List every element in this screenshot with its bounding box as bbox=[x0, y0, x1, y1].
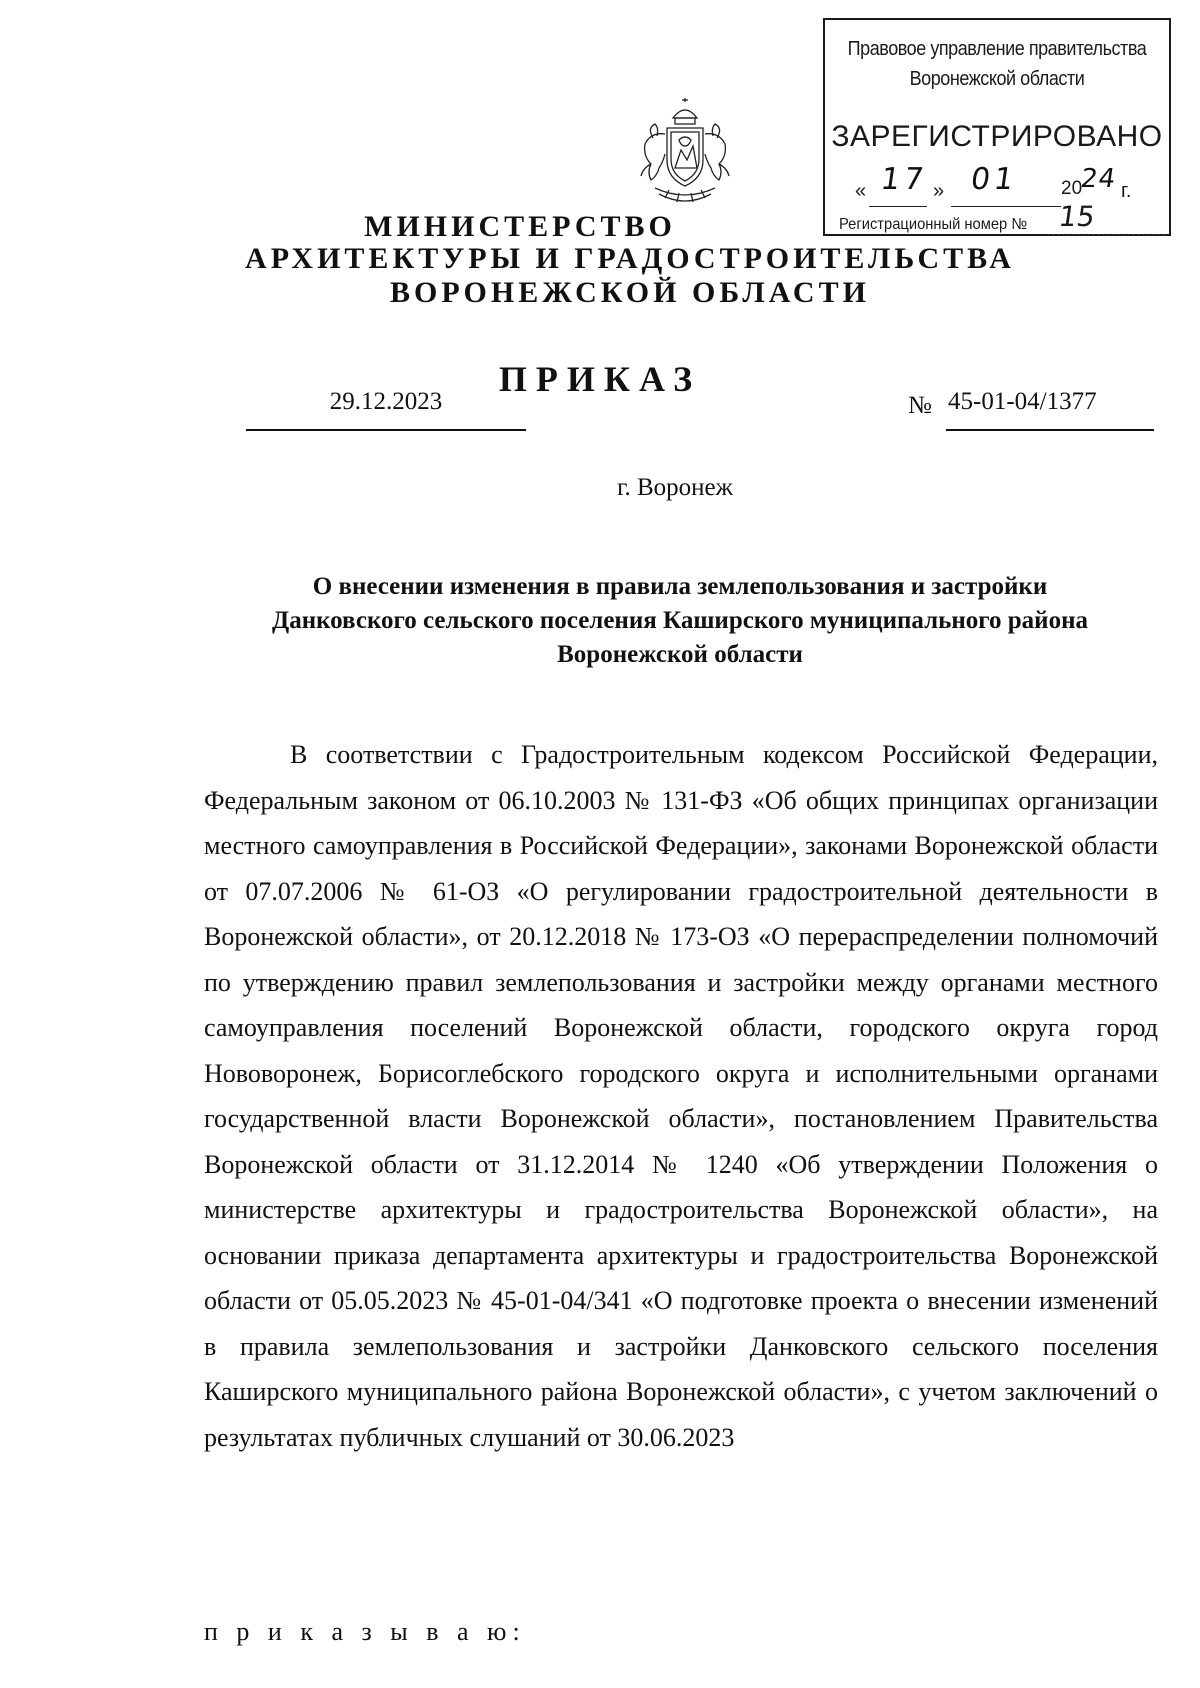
stamp-year-prefix: 20 bbox=[1061, 178, 1083, 199]
document-city: г. Воронеж bbox=[617, 474, 733, 501]
registration-stamp bbox=[823, 18, 1171, 236]
document-type: ПРИКАЗ bbox=[498, 359, 702, 399]
stamp-day: 17 bbox=[878, 162, 930, 197]
document-title-line2: Данковского сельского поселения Каширского муниципального района bbox=[272, 607, 1088, 634]
stamp-reg-number: 15 bbox=[1056, 200, 1097, 233]
stamp-date bbox=[855, 162, 1155, 204]
stamp-status: ЗАРЕГИСТРИРОВАНО bbox=[831, 120, 1163, 153]
ministry-title-line3: ВОРОНЕЖСКОЙ ОБЛАСТИ bbox=[390, 276, 870, 309]
stamp-month-line bbox=[951, 206, 1061, 207]
document-date: 29.12.2023 bbox=[329, 388, 443, 415]
body-paragraph: В соответствии с Градостроительным кодексом Российской Федерации, Федеральным законом от 06.10.2003 № 131-ФЗ «Об общих принципах организации местного самоуправления в Российской Федерации», законами Воронежской области от 07.07.2006 № 61-ОЗ «О регулировании градостроительной деятельности в Воронежской области», от 20.12.2018 № 173-ОЗ «О перераспределении полномочий по утверждению правил землепользования и застройки между органами местного самоуправления поселений Воронежской области, городского округа город Нововоронеж, Борисоглебского городского округа и исполнительными органами государственной власти Воронежской области», постановлением Правительства Воронежской области от 31.12.2014 № 1240 «Об утверждении Положения о министерстве архитектуры и градостроительства Воронежской области», на основании приказа департамента архитектуры и градостроительства Воронежской области от 05.05.2023 № 45-01-04/341 «О подготовке проекта о внесении изменений в правила землепользования и застройки Данковского сельского поселения Каширского муниципального района Воронежской области», с учетом заключений о результатах публичных слушаний от 30.06.2023 bbox=[204, 740, 1158, 1452]
document-number-underline bbox=[946, 429, 1154, 431]
stamp-reg-number-label: Регистрационный номер № bbox=[839, 216, 1028, 233]
ministry-title-line2: АРХИТЕКТУРЫ И ГРАДОСТРОИТЕЛЬСТВА bbox=[245, 242, 1015, 275]
stamp-year-unit: г. bbox=[1121, 180, 1132, 202]
document-title bbox=[200, 570, 1160, 672]
ministry-title-line1: МИНИСТЕРСТВО bbox=[364, 210, 676, 243]
stamp-quote-close: » bbox=[933, 180, 945, 202]
document-title-line1: О внесении изменения в правила землепользования и застройки bbox=[312, 573, 1048, 600]
coat-of-arms-icon bbox=[629, 98, 741, 210]
document-number-sign: № bbox=[908, 392, 932, 419]
stamp-year-suffix: 24 bbox=[1078, 164, 1119, 194]
order-word: п р и к а з ы в а ю: bbox=[204, 1617, 526, 1646]
document-title-line3: Воронежской области bbox=[557, 641, 803, 668]
stamp-day-line bbox=[869, 206, 927, 207]
stamp-quote-open: « bbox=[855, 180, 867, 202]
stamp-org-line1: Правовое управление правительства bbox=[847, 38, 1147, 60]
stamp-organization bbox=[842, 34, 1152, 94]
stamp-org-line2: Воронежской области bbox=[909, 68, 1085, 90]
document-number: 45-01-04/1377 bbox=[948, 388, 1097, 415]
document-date-underline bbox=[246, 429, 526, 431]
stamp-reg-number-line bbox=[1047, 234, 1165, 235]
stamp-month: 01 bbox=[968, 162, 1020, 197]
